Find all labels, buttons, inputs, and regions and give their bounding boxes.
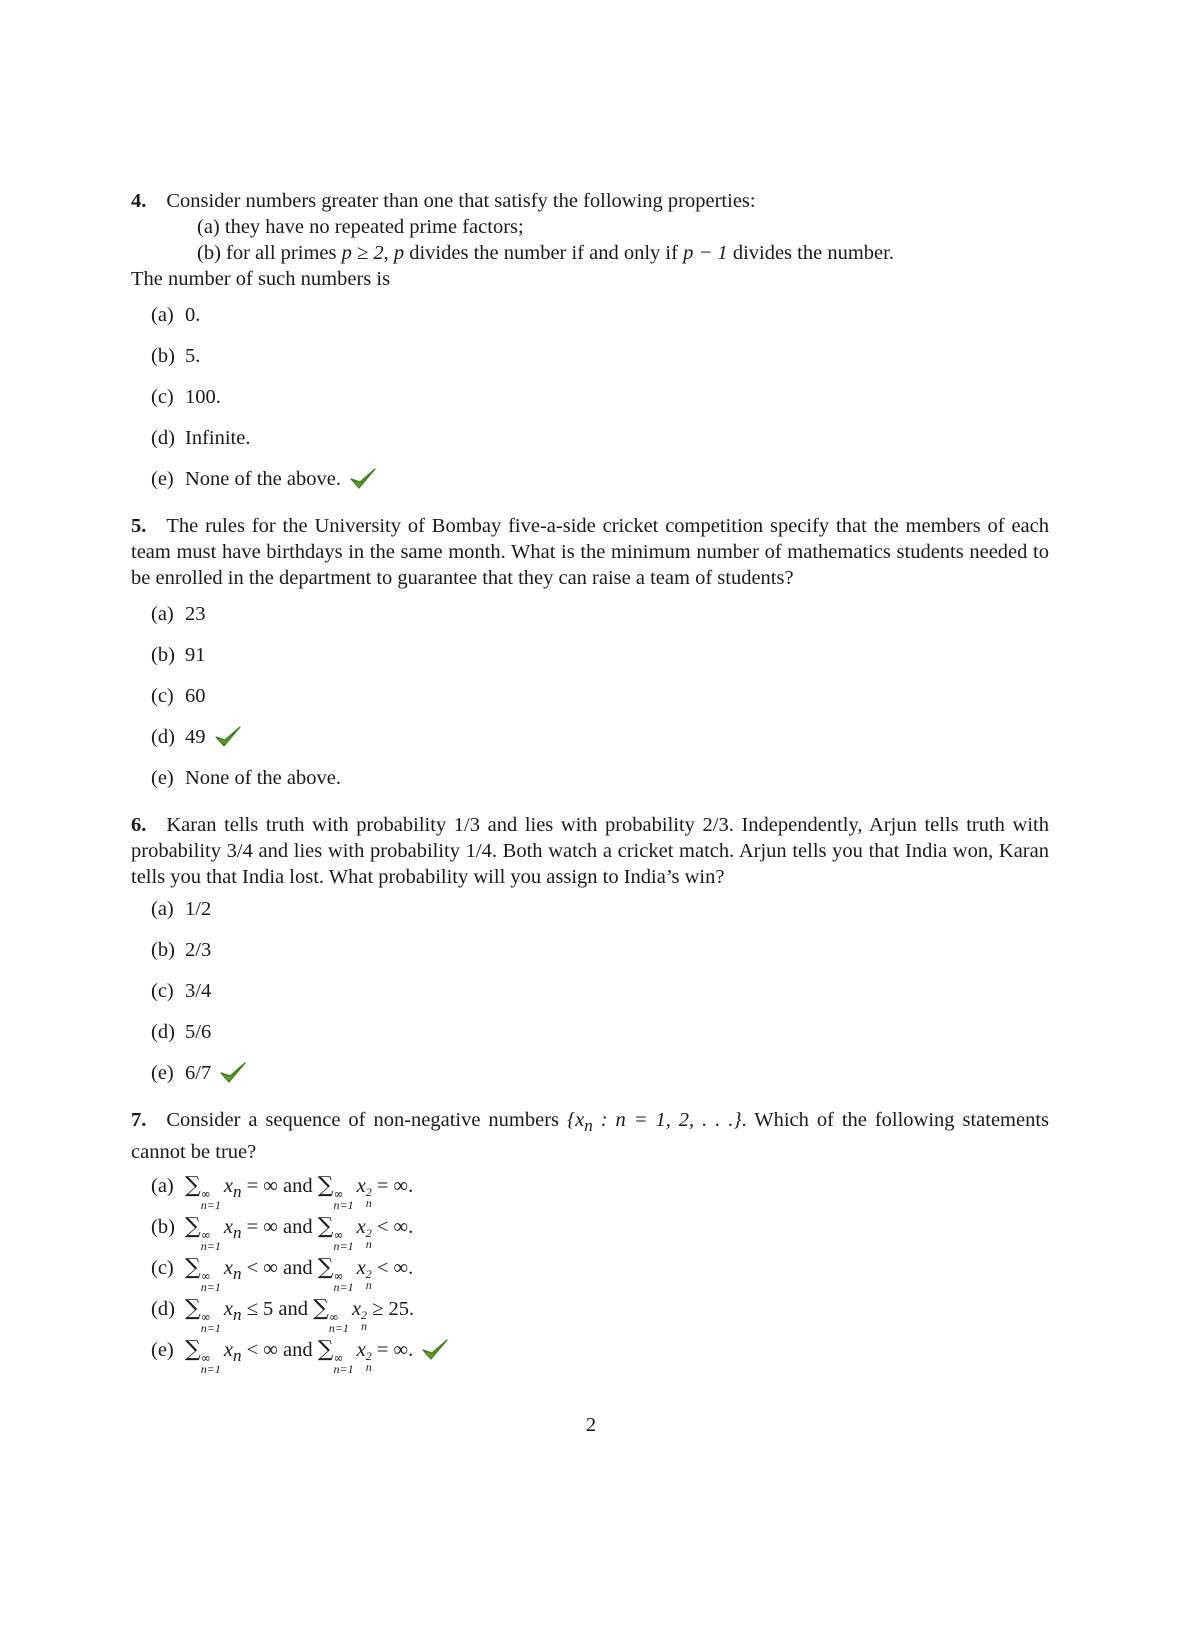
answer-option-correct: (e) ∑ ∞ n=1 $x_n$ < ∞ and ∑ ∞ n=1 x 2 n = ∞.	[131, 1337, 1049, 1378]
exam-page	[131, 188, 1049, 1378]
question-stem: Consider numbers greater than one that satisfy the following properties:	[166, 190, 756, 212]
question-stem: Consider a sequence of non-negative numbers {$x_n$ : n = 1, 2, . . .}. Which of the following statements cannot be true?	[131, 1109, 1050, 1164]
answer-options	[131, 601, 1049, 806]
answer-options	[131, 302, 1049, 507]
question-6	[131, 812, 1049, 1101]
property-b: (b) for all primes p ≥ 2, p divides the number if and only if p − 1 divides the number.	[197, 242, 894, 264]
answer-option: (a) 23	[151, 603, 206, 625]
answer-option-correct: (e) 6/7	[131, 1060, 1049, 1101]
question-stem: The rules for the University of Bombay five-a-side cricket competition specify that the members of each team must have birthdays in the same month. What is the minimum number of mathematics students needed to be enrolled in the department to guarantee that they can raise a team of students?	[131, 515, 1049, 589]
question-stem: Karan tells truth with probability 1/3 and lies with probability 2/3. Independently, Arjun tells truth with probability 3/4 and lies with probability 1/4. Both watch a cricket match. Arjun tells you that India won, Karan tells you that India lost. What probability will you assign to India’s win?	[131, 814, 1049, 888]
math-expression: ∑ ∞ n=1 $x_n \le 5$ and ∑ ∞ n=1 x 2 n ≥ 25.	[185, 1296, 415, 1336]
checkmark-icon	[421, 1337, 449, 1363]
checkmark-icon	[214, 724, 242, 750]
answer-option: (b) ∑ ∞ n=1 $x_n$ = ∞ and ∑ ∞ n=1 x 2 n < ∞.	[151, 1214, 414, 1254]
answer-option: (a) ∑ ∞ n=1 $x_n$ = ∞ and ∑ ∞ n=1 x 2 n = ∞.	[151, 1173, 414, 1213]
math-expression: ∑ ∞ n=1 $x_n$ = ∞ and ∑ ∞ n=1 x 2 n = ∞.	[185, 1173, 414, 1213]
math-expression: ∑ ∞ n=1 $x_n$ < ∞ and ∑ ∞ n=1 x 2 n = ∞.	[185, 1337, 414, 1377]
answer-option-correct: (d) 49	[131, 724, 1049, 765]
answer-option: (e) None of the above.	[151, 767, 341, 789]
question-number: 5.	[131, 515, 147, 537]
page-number: 2	[585, 1414, 597, 1436]
checkmark-icon	[349, 466, 377, 492]
answer-option: (b) 5.	[151, 345, 201, 367]
answer-options	[131, 896, 1049, 1101]
question-5	[131, 513, 1049, 806]
answer-option-correct: (e) None of the above.	[131, 466, 1049, 507]
answer-option: (d) Infinite.	[151, 427, 251, 449]
answer-option: (a) 1/2	[151, 898, 212, 920]
question-number: 4.	[131, 190, 147, 212]
question-number: 7.	[131, 1109, 147, 1131]
answer-option: (c) ∑ ∞ n=1 $x_n$ < ∞ and ∑ ∞ n=1 x 2 n < ∞.	[151, 1255, 414, 1295]
question-tail: The number of such numbers is	[131, 268, 391, 290]
answer-option: (c) 3/4	[151, 980, 212, 1002]
answer-option: (c) 60	[151, 685, 206, 707]
answer-option: (d) ∑ ∞ n=1 $x_n \le 5$ and ∑ ∞ n=1 x 2 n ≥ 25.	[151, 1296, 415, 1336]
property-a: (a) they have no repeated prime factors;	[197, 216, 524, 238]
question-4	[131, 188, 1049, 507]
answer-option: (d) 5/6	[151, 1021, 212, 1043]
question-number: 6.	[131, 814, 147, 836]
answer-option: (b) 91	[151, 644, 206, 666]
answer-option: (a) 0.	[151, 304, 201, 326]
answer-option: (b) 2/3	[151, 939, 212, 961]
question-7	[131, 1107, 1049, 1378]
answer-options	[131, 1173, 1049, 1378]
answer-option: (c) 100.	[151, 386, 221, 408]
math-expression: ∑ ∞ n=1 $x_n$ < ∞ and ∑ ∞ n=1 x 2 n < ∞.	[185, 1255, 414, 1295]
math-expression: ∑ ∞ n=1 $x_n$ = ∞ and ∑ ∞ n=1 x 2 n < ∞.	[185, 1214, 414, 1254]
checkmark-icon	[219, 1060, 247, 1086]
